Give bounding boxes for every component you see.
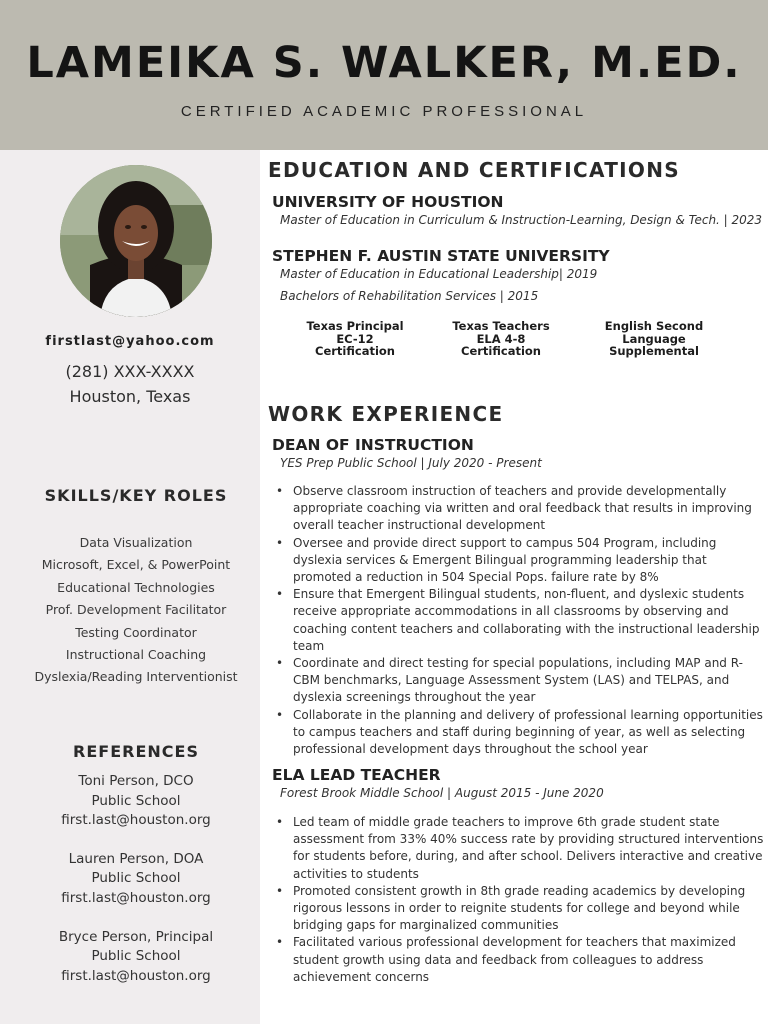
contact-location: Houston, Texas bbox=[69, 387, 191, 406]
list-item: • Coordinate and direct testing for special populations, including MAP and R-CBM benchmarks, Language Assessment System (LAS) and TELPAS, and dyslexia screenings throughout the year bbox=[276, 655, 764, 707]
contact-email[interactable]: firstlast@yahoo.com bbox=[45, 334, 215, 349]
list-item: • Led team of middle grade teachers to improve 6th grade student state assessment from 33% 40% success rate by providing structured interventions for students before, during, and after school. Delivers interactive and creative activities to students bbox=[276, 814, 764, 883]
skill-item: Prof. Development Facilitator bbox=[45, 602, 227, 618]
candidate-name: LAMEIKA S. WALKER, M.ED. bbox=[26, 38, 742, 88]
work-heading: WORK EXPERIENCE bbox=[268, 402, 504, 426]
job-title: DEAN OF INSTRUCTION bbox=[272, 436, 474, 454]
job-bullets bbox=[276, 483, 764, 758]
skills-list bbox=[0, 532, 272, 689]
list-item: • Collaborate in the planning and delivery of professional learning opportunities to campus teachers and staff during beginning of year, as well as selecting professional development days throughout the school year bbox=[276, 707, 764, 759]
certification-line: Texas Teachers bbox=[452, 319, 550, 333]
skill-item: Dyslexia/Reading Interventionist bbox=[34, 669, 238, 685]
reference-name: Lauren Person, DOA bbox=[68, 850, 204, 867]
certification-line: EC-12 bbox=[336, 331, 374, 346]
job-title: ELA LEAD TEACHER bbox=[272, 766, 441, 784]
reference-email[interactable]: first.last@houston.org bbox=[61, 889, 211, 906]
skill-item: Testing Coordinator bbox=[75, 624, 197, 640]
reference-org: Public School bbox=[91, 948, 181, 965]
skill-item: Data Visualization bbox=[79, 535, 193, 550]
certification-line: Texas Principal bbox=[306, 319, 404, 333]
candidate-subtitle: CERTIFIED ACADEMIC PROFESSIONAL bbox=[180, 103, 588, 120]
reference-name: Toni Person, DCO bbox=[78, 773, 194, 789]
references-heading: REFERENCES bbox=[73, 742, 199, 761]
degree-detail: Master of Education in Educational Leadership| 2019 bbox=[280, 267, 598, 281]
school-name: STEPHEN F. AUSTIN STATE UNIVERSITY bbox=[272, 247, 610, 265]
degree-detail: Master of Education in Curriculum & Instruction-Learning, Design & Tech. | 2023 bbox=[280, 213, 763, 227]
certification-line: Certification bbox=[461, 344, 541, 358]
certification-line: ELA 4-8 bbox=[476, 331, 526, 346]
reference-email[interactable]: first.last@houston.org bbox=[61, 812, 211, 829]
certification-item bbox=[579, 320, 729, 358]
references-list bbox=[0, 772, 272, 1005]
certification-line: Language bbox=[622, 331, 686, 346]
reference-entry bbox=[0, 772, 272, 831]
skill-item: Microsoft, Excel, & PowerPoint bbox=[41, 557, 231, 573]
certification-line: Certification bbox=[315, 344, 395, 358]
degree-detail: Bachelors of Rehabilitation Services | 2015 bbox=[280, 289, 539, 303]
skill-item: Instructional Coaching bbox=[65, 646, 207, 662]
list-item: • Facilitated various professional development for teachers that maximized student growth using data and feedback from colleagues to address achievement concerns bbox=[276, 934, 764, 986]
school-name: UNIVERSITY OF HOUSTION bbox=[272, 193, 504, 211]
reference-email[interactable]: first.last@houston.org bbox=[61, 967, 211, 984]
certifications-row bbox=[280, 320, 740, 362]
contact-phone: (281) XXX-XXXX bbox=[65, 362, 195, 381]
reference-org: Public School bbox=[91, 792, 181, 809]
skill-item: Educational Technologies bbox=[57, 579, 215, 595]
reference-name: Bryce Person, Principal bbox=[58, 928, 214, 945]
reference-org: Public School bbox=[91, 870, 181, 887]
reference-entry bbox=[0, 928, 272, 987]
education-heading: EDUCATION AND CERTIFICATIONS bbox=[268, 158, 680, 182]
job-detail: YES Prep Public School | July 2020 - Present bbox=[280, 456, 542, 470]
list-item: • Oversee and provide direct support to campus 504 Program, including dyslexia services & Emergent Bilingual programming leadership that promoted a reduction in 504 Special Pops. failure rate by 8% bbox=[276, 535, 764, 587]
certification-line: Supplemental bbox=[609, 344, 699, 358]
list-item: • Promoted consistent growth in 8th grade reading academics by developing rigorous lessons in order to reignite students for college and beyond while bridging gaps for marginalized communities bbox=[276, 883, 764, 935]
job-detail: Forest Brook Middle School | August 2015 - June 2020 bbox=[280, 786, 604, 800]
certification-line: English Second bbox=[604, 319, 704, 333]
certification-item bbox=[426, 320, 576, 358]
list-item: • Ensure that Emergent Bilingual students, non-fluent, and dyslexic students receive appropriate accommodations in all classrooms by observing and coaching content teachers and collaborating with the instructional leadership team bbox=[276, 586, 764, 655]
reference-entry bbox=[0, 850, 272, 909]
certification-item bbox=[280, 320, 430, 358]
skills-heading: SKILLS/KEY ROLES bbox=[44, 486, 228, 505]
profile-photo bbox=[60, 165, 212, 317]
job-bullets bbox=[276, 814, 764, 986]
list-item: • Observe classroom instruction of teachers and provide developmentally appropriate coaching via written and oral feedback that results in improving overall teacher instructional development bbox=[276, 483, 764, 535]
